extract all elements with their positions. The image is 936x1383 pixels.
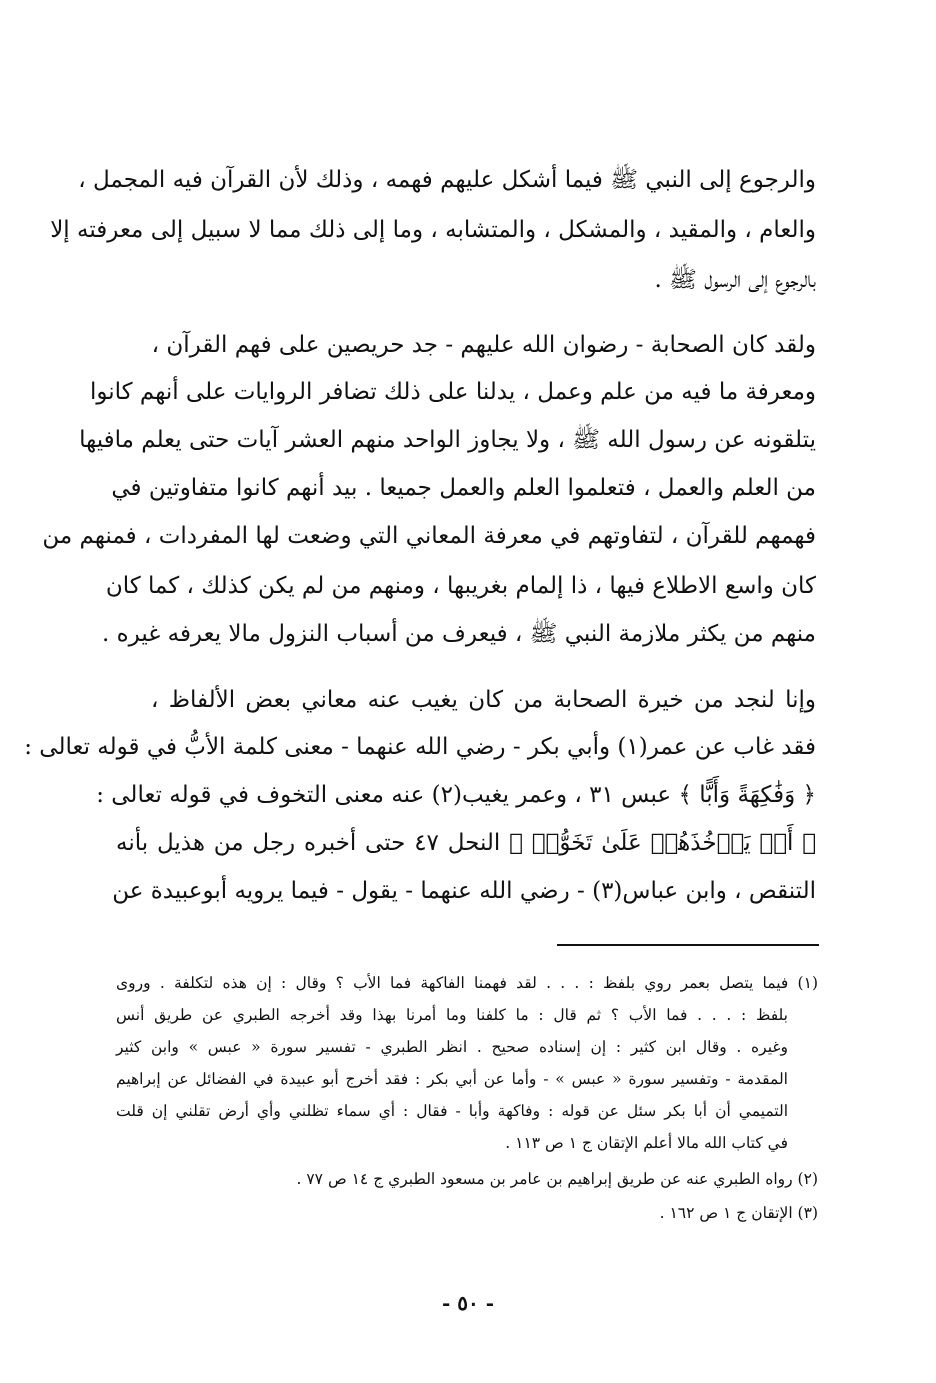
footnote-1-line-6: في كتاب الله مالا أعلم الإتقان ج ١ ص ١١٣ . [505, 1134, 788, 1152]
body-line-9: كان واسع الاطلاع فيها ، ذا إلمام بغريبها ، ومنهم من لم يكن كذلك ، كما كان [105, 573, 816, 599]
body-line-12: فقد غاب عن عمر(١) وأبي بكر - رضي الله عنهما - معنى كلمة الأبُّ في قوله تعالى : [24, 734, 816, 760]
footnote-1-line-1: (١) فيما يتصل بعمر روي بلفظ : . . . لقد فهمنا الفاكهة فما الأب ؟ وقال : إن هذه لتكلفة . وروى [116, 974, 818, 992]
footnote-separator [557, 944, 819, 946]
body-line-14: ﴿ أَوۡ يَأۡخُذَهُمۡ عَلَىٰ تَخَوُّفٖ ﴾ النحل ٤٧ حتى أخبره رجل من هذيل بأنه [116, 830, 817, 856]
body-line-7: من العلم والعمل ، فتعلموا العلم والعمل جميعا . بيد أنهم كانوا متفاوتين في [111, 475, 816, 501]
body-line-8: فهمهم للقرآن ، لتفاوتهم في معرفة المعاني التي وضعت لها المفردات ، فمنهم من [42, 523, 816, 549]
body-line-13: ﴿ وَفَٰكِهَةً وَأَبًّا ﴾ عبس ٣١ ، وعمر يغيب(٢) عنه معنى التخوف في قوله تعالى : [96, 782, 816, 808]
body-line-3: بالرجوع إلى الرسول ﷺ . [654, 267, 816, 293]
body-line-5: ومعرفة ما فيه من علم وعمل ، يدلنا على ذلك تضافر الروايات على أنهم كانوا [89, 379, 816, 405]
footnote-1-line-2: بلفظ : . . . فما الأب ؟ ثم قال : ما كلفنا وما أمرنا بهذا وقد أخرجه الطبري عن طريق أنس [116, 1006, 788, 1024]
footnote-2: (٢) رواه الطبري عنه عن طريق إبراهيم بن عامر بن مسعود الطبري ج ١٤ ص ٧٧ . [296, 1170, 818, 1188]
body-line-6: يتلقونه عن رسول الله ﷺ ، ولا يجاوز الواحد منهم العشر آيات حتى يعلم مافيها [79, 427, 816, 453]
body-line-2: والعام ، والمقيد ، والمشكل ، والمتشابه ، وما إلى ذلك مما لا سبيل إلى معرفته إلا [50, 217, 816, 243]
body-line-10: منهم من يكثر ملازمة النبي ﷺ ، فيعرف من أسباب النزول مالا يعرفه غيره . [101, 621, 816, 647]
body-line-4: ولقد كان الصحابة - رضوان الله عليهم - جد حريصين على فهم القرآن ، [151, 332, 816, 358]
footnote-3: (٣) الإتقان ج ١ ص ١٦٢ . [659, 1204, 818, 1222]
body-line-11: وإنا لنجد من خيرة الصحابة من كان يغيب عنه معاني بعض الألفاظ ، [151, 687, 816, 713]
footnote-1-line-4: المقدمة - وتفسير سورة « عبس » - وأما عن أبي بكر : فقد أخرج أبو عبيدة في الفضائل عن إبراهيم [116, 1070, 788, 1088]
footnote-1-line-5: التميمي أن أبا بكر سئل عن قوله : وفاكهة وأبا - فقال : أي سماء تظلني وأي أرض تقلني إن قلت [116, 1102, 788, 1120]
page-number: - ٥٠ - [441, 1291, 494, 1315]
body-line-1: والرجوع إلى النبي ﷺ فيما أشكل عليهم فهمه ، وذلك لأن القرآن فيه المجمل ، [78, 167, 816, 193]
body-line-15: التنقص ، وابن عباس(٣) - رضي الله عنهما - يقول - فيما يرويه أبوعبيدة عن [112, 878, 816, 904]
footnote-1-line-3: وغيره . وقال ابن كثير : إن إسناده صحيح . انظر الطبري - تفسير سورة « عبس » وابن كثير [116, 1038, 788, 1056]
